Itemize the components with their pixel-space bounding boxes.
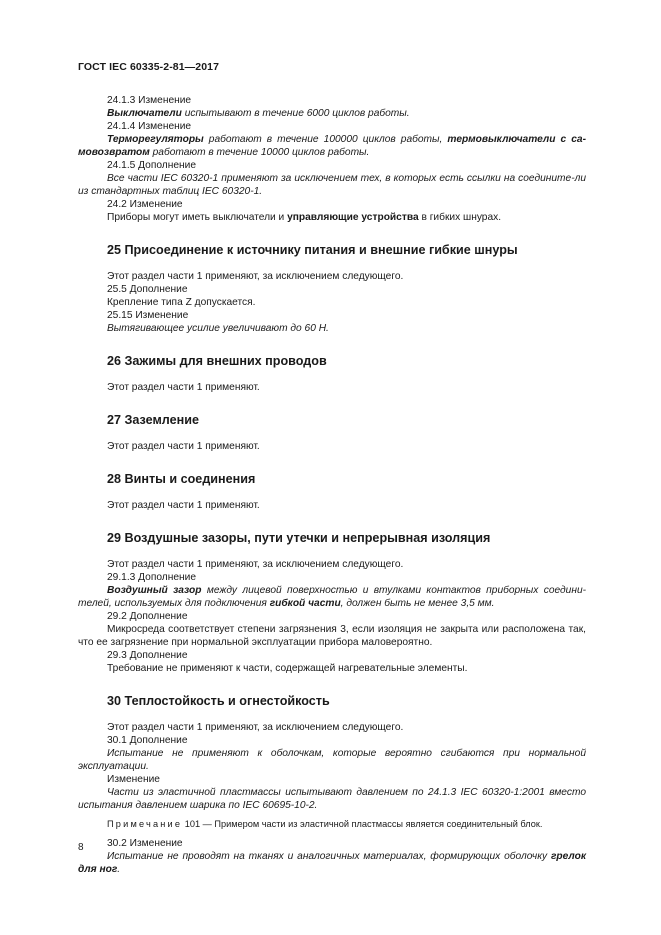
clause-text: Испытание не применяют к оболочкам, которые вероятно сгибаются при нормальной эксплуатации. bbox=[78, 748, 586, 772]
clause-heading: 30.1 Дополнение bbox=[107, 735, 188, 746]
term: Выключатели bbox=[107, 108, 182, 119]
clause-heading: 29.3 Дополнение bbox=[107, 650, 188, 661]
clause-text: Требование не применяют к части, содержащей нагревательные элементы. bbox=[107, 663, 468, 674]
term: гибкой части bbox=[269, 598, 341, 609]
clause-heading: 25.5 Дополнение bbox=[107, 284, 188, 295]
clause-heading: 30.2 Изменение bbox=[107, 838, 183, 849]
clause-text: Вытягивающее усилие увеличивают до 60 Н. bbox=[107, 323, 329, 334]
page-number: 8 bbox=[78, 842, 84, 853]
clause-heading: Изменение bbox=[107, 774, 160, 785]
note bbox=[78, 818, 586, 831]
section-title: 29 Воздушные зазоры, пути утечки и непрерывная изоляция bbox=[107, 531, 491, 545]
section-title: 30 Теплостойкость и огнестойкость bbox=[107, 694, 330, 708]
text: работают в течение 10000 циклов работы. bbox=[149, 147, 370, 158]
document-header: ГОСТ IEC 60335-2-81—2017 bbox=[78, 61, 220, 73]
clause-heading: 24.1.4 Изменение bbox=[107, 121, 192, 132]
section-intro: Этот раздел части 1 применяют. bbox=[107, 441, 260, 452]
section-title: 25 Присоединение к источнику питания и внешние гибкие шнуры bbox=[107, 243, 518, 257]
clause-text: Крепление типа Z допускается. bbox=[107, 297, 256, 308]
clause-text bbox=[78, 850, 586, 876]
text: испытывают в течение 6000 циклов работы. bbox=[181, 108, 410, 119]
clause-text bbox=[78, 107, 586, 120]
term: управляющие устройства bbox=[287, 212, 419, 223]
section-title: 26 Зажимы для внешних проводов bbox=[107, 354, 327, 368]
note-label: Примечание bbox=[107, 819, 183, 829]
term: Терморегуляторы bbox=[107, 134, 204, 145]
note-text: 101 — Примером части из эластичной пластмассы является соединительный блок. bbox=[182, 819, 543, 829]
text: между лицевой поверхностью и втулками контактов приборных соедини-телей, используемых для подключения bbox=[78, 585, 587, 609]
clause-heading: 25.15 Изменение bbox=[107, 310, 189, 321]
clause-heading: 24.1.5 Дополнение bbox=[107, 160, 197, 171]
clause-heading: 24.1.3 Изменение bbox=[107, 95, 192, 106]
text: Приборы могут иметь выключатели и bbox=[107, 212, 288, 223]
term: Воздушный зазор bbox=[107, 585, 202, 596]
section-intro: Этот раздел части 1 применяют, за исключением следующего. bbox=[107, 722, 404, 733]
clause-text bbox=[78, 211, 586, 224]
section-title: 28 Винты и соединения bbox=[107, 472, 256, 486]
section-intro: Этот раздел части 1 применяют. bbox=[107, 500, 260, 511]
text: . bbox=[117, 864, 121, 875]
clause-heading: 24.2 Изменение bbox=[107, 199, 183, 210]
section-intro: Этот раздел части 1 применяют, за исключением следующего. bbox=[107, 271, 404, 282]
section-title: 27 Заземление bbox=[107, 413, 199, 427]
text: , должен быть не менее 3,5 мм. bbox=[340, 598, 495, 609]
clause-text bbox=[78, 584, 586, 610]
text: в гибких шнурах. bbox=[418, 212, 502, 223]
text: работают в течение 100000 циклов работы, bbox=[203, 134, 448, 145]
section-intro: Этот раздел части 1 применяют, за исключением следующего. bbox=[107, 559, 404, 570]
section-intro: Этот раздел части 1 применяют. bbox=[107, 382, 260, 393]
clause-text: Микросреда соответствует степени загрязнения 3, если изоляция не закрыта или расположена так, что ее загрязнение при нормальной эксплуатации прибора маловероятно. bbox=[78, 624, 586, 648]
page-content bbox=[78, 94, 586, 876]
term: грелок для ног bbox=[78, 851, 586, 875]
term: термовыключатели с са-мовозвратом bbox=[78, 134, 586, 158]
clause-heading: 29.1.3 Дополнение bbox=[107, 572, 197, 583]
clause-heading: 29.2 Дополнение bbox=[107, 611, 188, 622]
clause-text: Части из эластичной пластмассы испытывают давлением по 24.1.3 IEC 60320-1:2001 вместо испытания давлением шарика по IEC 60695-10-2. bbox=[78, 787, 586, 811]
clause-text bbox=[78, 133, 586, 159]
clause-text: Все части IEC 60320-1 применяют за исключением тех, в которых есть ссылки на соедините-ли из стандартных таблиц IEC 60320-1. bbox=[78, 173, 586, 197]
text: Испытание не проводят на тканях и аналогичных материалах, формирующих оболочку bbox=[107, 851, 551, 862]
